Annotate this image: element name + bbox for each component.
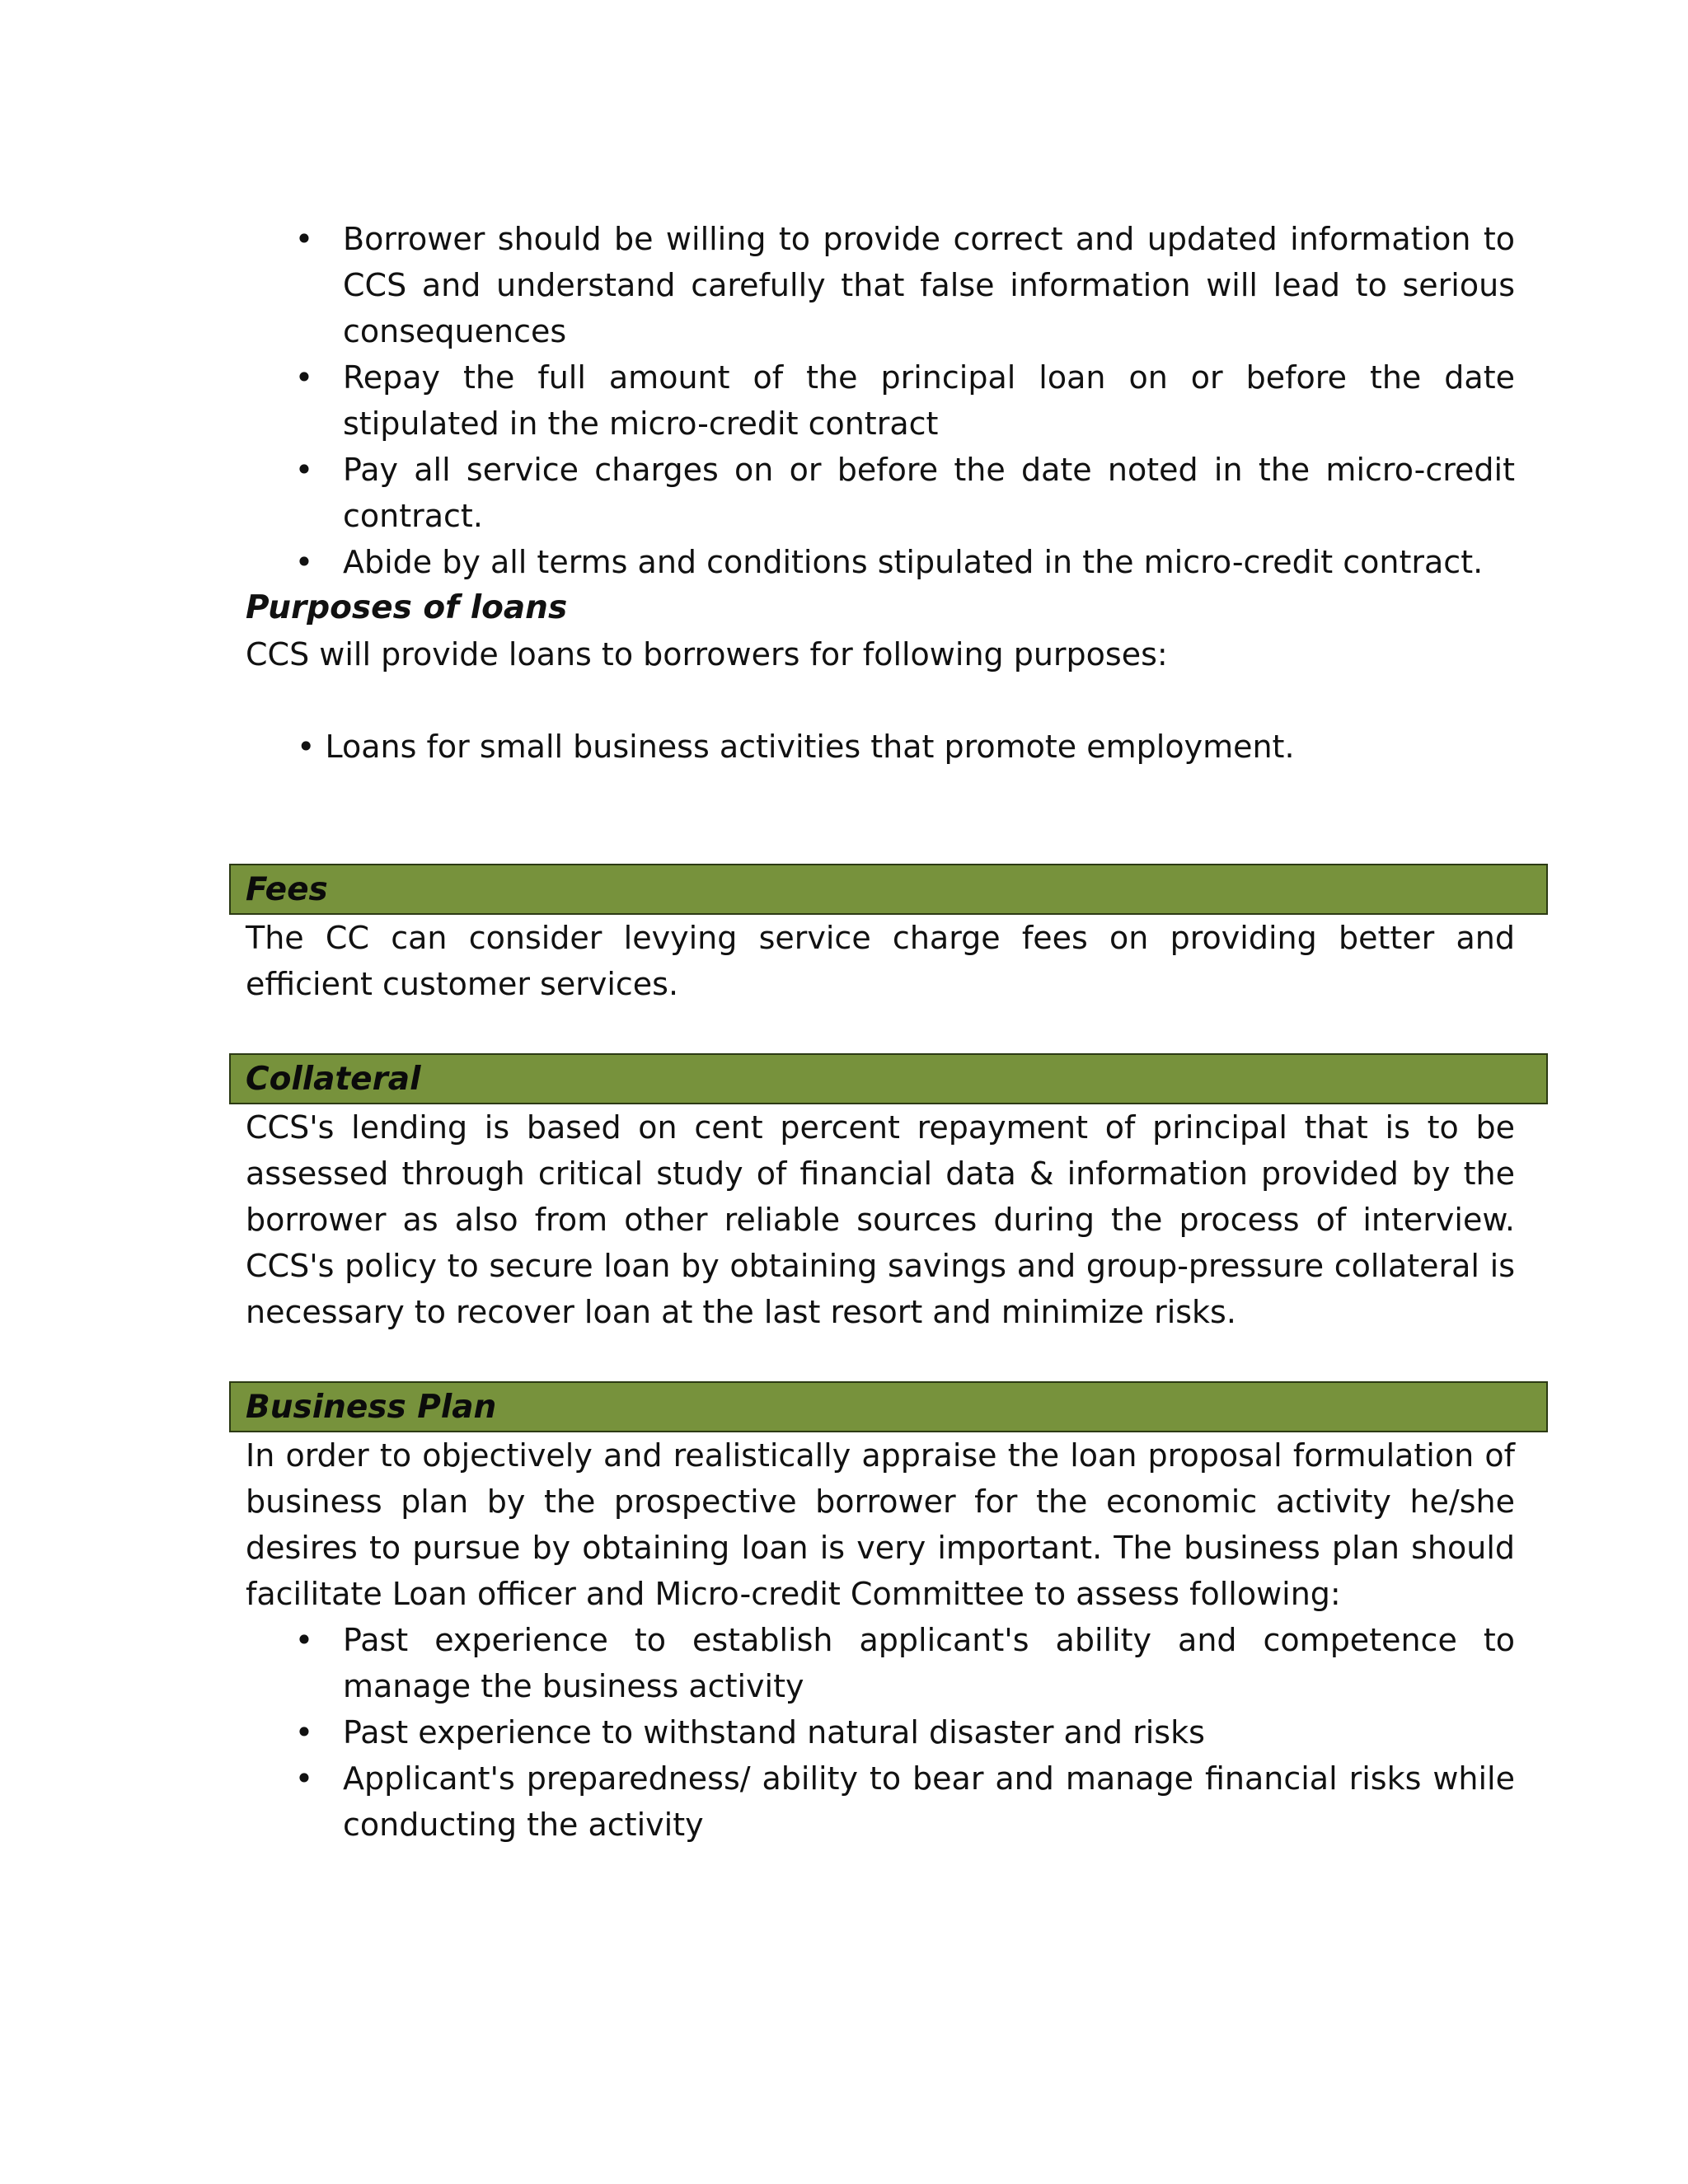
list-item-text: Borrower should be willing to provide correct and updated information to CCS and understand carefully that false information will lead to serious consequences [343,221,1515,349]
list-item [246,539,1515,585]
list-item [246,447,1515,539]
bullet-icon: • [294,1714,314,1750]
fees-section-header: Fees [229,864,1548,915]
collateral-body: CCS's lending is based on cent percent repayment of principal that is to be assessed through critical study of financial data & information provided by the borrower as also from other reliable sources during the process of interview. CCS's policy to secure loan by obtaining savings and group-pressure collateral is necessary to recover loan at the last resort and minimize risks. [246,1109,1515,1330]
document-page [246,216,1515,1848]
list-item [246,354,1515,447]
fees-body: The CC can consider levying service charge fees on providing better and efficient customer services. [246,920,1515,1002]
bullet-icon: • [294,1622,314,1658]
list-item [246,216,1515,354]
bullet-icon: • [294,221,314,257]
list-item [246,1709,1515,1755]
purposes-bullet-text: Loans for small business activities that promote employment. [325,729,1295,765]
eligibility-bullet-list [246,216,1515,585]
list-item-text: Repay the full amount of the principal loan on or before the date stipulated in the micro-credit contract [343,359,1515,442]
list-item [246,1617,1515,1709]
business-plan-body: In order to objectively and realistically appraise the loan proposal formulation of business plan by the prospective borrower for the economic activity he/she desires to pursue by obtaining loan is very important. The business plan should facilitate Loan officer and Micro-credit Committee to assess following: [246,1437,1515,1612]
purposes-intro: CCS will provide loans to borrowers for following purposes: [246,636,1168,673]
list-item-text: Past experience to establish applicant's ability and competence to manage the business activity [343,1622,1515,1704]
bullet-icon: • [294,359,314,396]
list-item-text: Past experience to withstand natural disaster and risks [343,1714,1205,1750]
collateral-section-header: Collateral [229,1053,1548,1104]
bullet-icon: • [294,1760,314,1797]
bullet-icon: • [294,544,314,580]
purposes-heading: Purposes of loans [246,589,568,626]
bullet-icon: • [297,729,316,765]
list-item [246,1755,1515,1848]
business-plan-bullet-list [246,1617,1515,1848]
business-plan-section-header: Business Plan [229,1381,1548,1432]
purposes-bullet [246,724,1515,770]
list-item-text: Applicant's preparedness/ ability to bear and manage financial risks while conducting the activity [343,1760,1515,1843]
list-item-text: Abide by all terms and conditions stipulated in the micro-credit contract. [343,544,1484,580]
bullet-icon: • [294,452,314,488]
list-item-text: Pay all service charges on or before the date noted in the micro-credit contract. [343,452,1515,534]
